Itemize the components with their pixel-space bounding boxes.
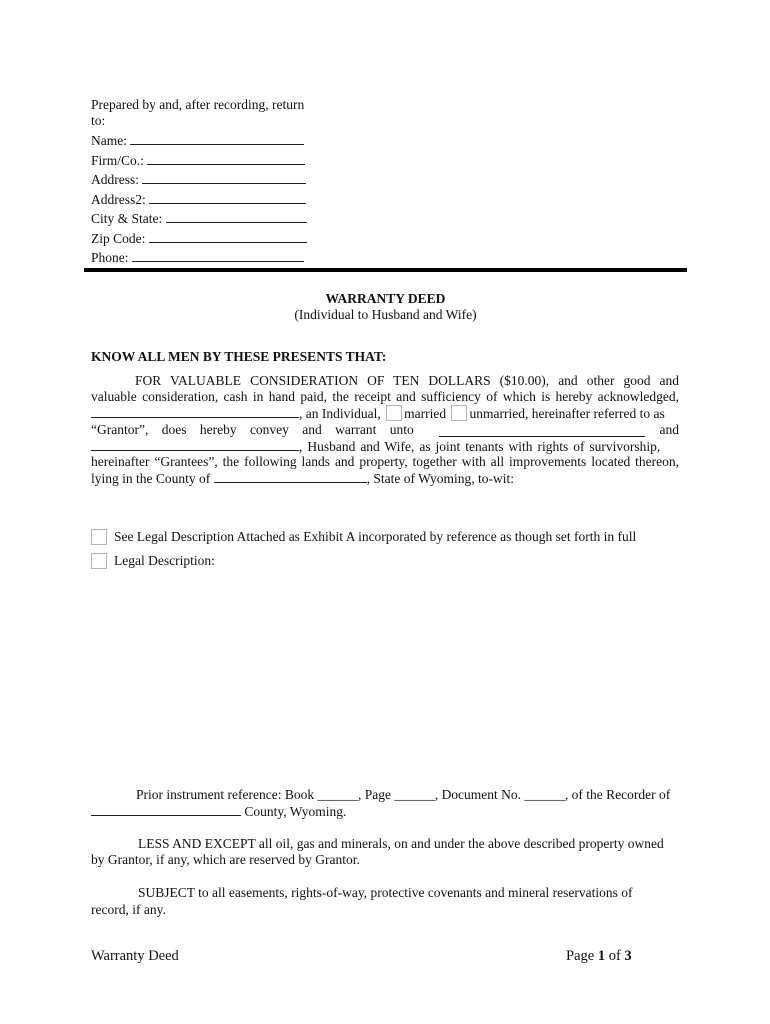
city-state-label: City & State: bbox=[91, 211, 163, 226]
phone-field-row bbox=[91, 248, 304, 267]
grantee-1-input[interactable] bbox=[439, 424, 645, 437]
prior-county-text: County, Wyoming. bbox=[244, 804, 347, 819]
zip-input[interactable] bbox=[149, 230, 307, 243]
unmarried-checkbox[interactable] bbox=[451, 405, 467, 421]
exhibit-a-checkbox[interactable] bbox=[91, 529, 107, 545]
husband-wife-text: , Husband and Wife, as joint tenants with rights of survivorship, bbox=[299, 439, 661, 454]
divider-rule bbox=[84, 268, 687, 272]
unmarried-label: unmarried, hereinafter referred to as bbox=[469, 406, 665, 421]
married-checkbox[interactable] bbox=[386, 405, 402, 421]
firm-input[interactable] bbox=[147, 152, 305, 165]
know-all-heading: KNOW ALL MEN BY THESE PRESENTS THAT: bbox=[91, 349, 387, 364]
firm-field-row bbox=[91, 151, 305, 170]
city-state-input[interactable] bbox=[166, 210, 307, 223]
page-current: 1 bbox=[597, 948, 606, 964]
consideration-line-1: FOR VALUABLE CONSIDERATION OF TEN DOLLARS ($10.00), and other good and bbox=[135, 373, 679, 388]
page-prefix: Page bbox=[566, 948, 595, 964]
page-number bbox=[566, 948, 632, 965]
address-input[interactable] bbox=[142, 171, 306, 184]
convey-line bbox=[91, 422, 679, 438]
address2-label: Address2: bbox=[91, 192, 146, 207]
prior-county-input[interactable] bbox=[91, 803, 241, 816]
footer-title: Warranty Deed bbox=[91, 948, 179, 964]
zip-label: Zip Code: bbox=[91, 231, 146, 246]
and-text: and bbox=[659, 422, 679, 437]
state-text: , State of Wyoming, to-wit: bbox=[366, 471, 515, 486]
subject-line-1: SUBJECT to all easements, rights-of-way, protective covenants and mineral reservations of bbox=[138, 885, 633, 900]
convey-text: “Grantor”, does hereby convey and warrant unto bbox=[91, 422, 414, 437]
married-label: married bbox=[404, 406, 447, 421]
page-of: of bbox=[608, 948, 621, 964]
subject-line-2: record, if any. bbox=[91, 902, 166, 917]
city-state-field-row bbox=[91, 209, 307, 228]
address2-input[interactable] bbox=[149, 191, 306, 204]
zip-field-row bbox=[91, 229, 307, 248]
document-title: WARRANTY DEED bbox=[325, 291, 446, 306]
husband-wife-line bbox=[91, 438, 679, 455]
grantor-name-input[interactable] bbox=[91, 405, 299, 418]
grantees-line: hereinafter “Grantees”, the following lands and property, together with all improvements located thereon, bbox=[91, 454, 679, 469]
consideration-line-2: valuable consideration, cash in hand paid, the receipt and sufficiency of which is hereby acknowledged, bbox=[91, 389, 679, 404]
firm-label: Firm/Co.: bbox=[91, 153, 144, 168]
address-field-row bbox=[91, 170, 306, 189]
exhibit-a-label: See Legal Description Attached as Exhibit A incorporated by reference as though set forth in full bbox=[114, 529, 637, 544]
grantor-line bbox=[91, 405, 665, 422]
prepared-by-heading: Prepared by and, after recording, return to: bbox=[91, 97, 305, 128]
phone-label: Phone: bbox=[91, 250, 129, 265]
legal-description-checkbox[interactable] bbox=[91, 553, 107, 569]
grantee-2-input[interactable] bbox=[91, 438, 299, 451]
page-total: 3 bbox=[624, 948, 632, 964]
name-input[interactable] bbox=[130, 132, 304, 145]
phone-input[interactable] bbox=[132, 249, 304, 262]
county-input[interactable] bbox=[214, 470, 367, 483]
legal-description-label: Legal Description: bbox=[114, 553, 215, 568]
address2-field-row bbox=[91, 190, 306, 209]
document-subtitle: (Individual to Husband and Wife) bbox=[294, 307, 477, 322]
prior-instrument-line-2 bbox=[91, 803, 346, 820]
individual-text: , an Individual, bbox=[299, 406, 381, 421]
name-label: Name: bbox=[91, 133, 127, 148]
less-except-line-2: by Grantor, if any, which are reserved by Grantor. bbox=[91, 852, 360, 867]
address-label: Address: bbox=[91, 172, 139, 187]
less-except-line-1: LESS AND EXCEPT all oil, gas and minerals, on and under the above described property owned bbox=[138, 836, 664, 851]
county-line bbox=[91, 470, 514, 487]
name-field-row bbox=[91, 131, 304, 150]
prior-instrument-line-1: Prior instrument reference: Book ______, Page ______, Document No. ______, of the Recorder of bbox=[136, 787, 671, 802]
county-prefix: lying in the County of bbox=[91, 471, 211, 486]
